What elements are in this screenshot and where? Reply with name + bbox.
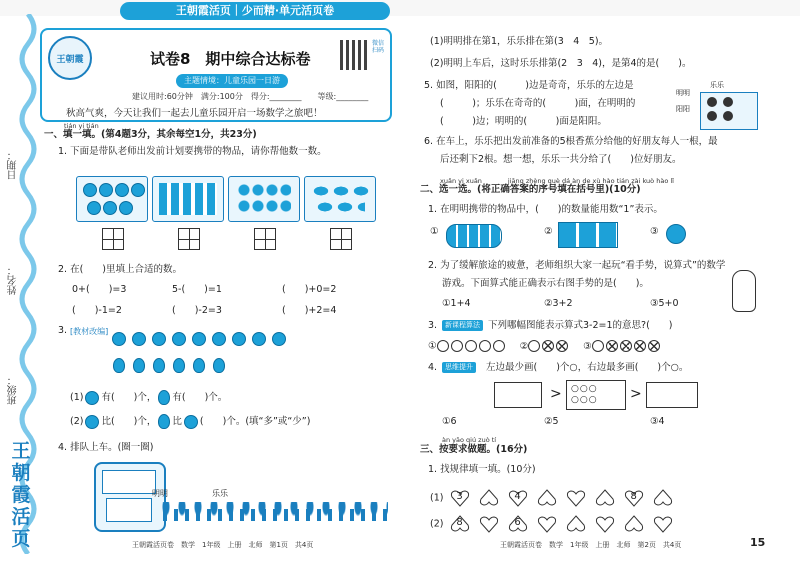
- part3-title: 三、按要求做题。(16分): [420, 444, 528, 455]
- name-label: 乐乐: [212, 489, 228, 498]
- c1-opt[interactable]: ①: [430, 226, 439, 237]
- c4-tag: 思维提升: [442, 362, 476, 373]
- hand-gesture: [732, 270, 756, 312]
- q2-item: ( )+2=4: [282, 305, 337, 316]
- q2-item: ( )-2=3: [172, 305, 222, 316]
- c4-text: 左边最少画( )个○，右边最多画( )个○。: [486, 362, 689, 373]
- name-field: 姓名：: [8, 265, 19, 295]
- q5-line1: 5. 如图，阳阳的( )边是奇奇，乐乐的左边是: [424, 80, 634, 91]
- seating-illustration: [700, 92, 758, 130]
- page-title: 试卷8 期中综合达标卷: [150, 50, 311, 68]
- q2-item: ( )+0=2: [282, 284, 337, 295]
- heart-row-1: (1) 3 4 8: [430, 488, 676, 508]
- c1-text: 1. 在明明携带的物品中，( )的数量能用数“1”表示。: [428, 204, 663, 215]
- q2-item: ( )-1=2: [72, 305, 122, 316]
- name-label: 明明: [152, 489, 168, 498]
- middle-box: ○○○ ○○○: [566, 380, 626, 410]
- q3-number: 3.: [58, 325, 68, 336]
- c2-opt[interactable]: ③5+0: [650, 298, 679, 309]
- greater-sign: >: [630, 386, 642, 402]
- bread-image: [446, 224, 502, 248]
- part1-pinyin: tián yi tián: [64, 122, 99, 130]
- q3-tag: [教材改编]: [70, 327, 109, 336]
- series-banner: 王朝霞活页｜少而精·单元活页卷: [120, 2, 390, 20]
- c1-opt[interactable]: ②: [544, 226, 553, 237]
- c2-opt[interactable]: ②3+2: [544, 298, 573, 309]
- q4-1: (1)明明排在第1，乐乐排在第(3 4 5)。: [430, 36, 609, 47]
- q2-item: 0+( )=3: [72, 284, 127, 295]
- apple-image: [666, 224, 686, 244]
- answer-grid[interactable]: [330, 228, 352, 250]
- q5-line2: ( )；乐乐在奇奇的( )面，在明明的: [440, 98, 636, 109]
- c4-opt[interactable]: ①6: [442, 416, 457, 427]
- q2-item: 5-( )=1: [172, 284, 222, 295]
- greater-sign: >: [550, 386, 562, 402]
- fig-label: 明明: [676, 89, 690, 97]
- qr-code: [340, 40, 370, 70]
- c3-options: ① ② ③: [428, 340, 662, 353]
- c4-opt[interactable]: ②5: [544, 416, 559, 427]
- q3-line2: (2) 比( )个， 比 ( )个。(填“多”或“少”): [70, 416, 311, 427]
- heart-row-2: (2) 8 6: [430, 514, 676, 534]
- part3-pinyin: àn yāo qiú zuò tí: [442, 436, 497, 444]
- footer-right: 王朝霞活页卷 数学 1年级 上册 北师 第2页 共4页: [500, 541, 682, 549]
- part1-title: 一、填一填。(第4题3分，其余每空1分，共23分): [44, 129, 257, 140]
- side-brand: 王朝霞活页: [11, 440, 31, 550]
- q3-line1: (1) 有( )个， 有( )个。: [70, 392, 228, 403]
- c2-line2: 游戏。下面算式能正确表示右图手势的是( )。: [442, 278, 649, 289]
- fig-label: 阳阳: [676, 105, 690, 113]
- c1-opt[interactable]: ③: [650, 226, 659, 237]
- p1-text: 1. 找规律填一填。(10分): [428, 464, 536, 475]
- class-field: 班级：: [8, 375, 19, 405]
- q6-line2: 后还剩下2根。想一想，乐乐一共分给了( )位好朋友。: [440, 154, 682, 165]
- answer-grid[interactable]: [102, 228, 124, 250]
- meta-line: 建议用时:60分钟 满分:100分 得分:________ 等级:________: [132, 92, 369, 101]
- c4-number: 4.: [428, 362, 438, 373]
- date-field: 日期：: [8, 150, 19, 180]
- milk-box: [152, 176, 224, 222]
- c3-tag: 新课程算法: [442, 320, 483, 331]
- milk-image: [558, 222, 618, 248]
- intro: 秋高气爽，今天让我们一起去儿童乐园开启一场数学之旅吧！: [66, 108, 323, 119]
- footer-left: 王朝霞活页卷 数学 1年级 上册 北师 第1页 共4页: [132, 541, 314, 549]
- c3-number: 3.: [428, 320, 438, 331]
- q5-line3: ( )边；明明的( )面是阳阳。: [440, 116, 607, 127]
- apples-box: [76, 176, 148, 222]
- page-number: 15: [750, 536, 766, 549]
- queue-kids: [158, 502, 388, 526]
- left-box: [494, 382, 542, 408]
- q6-line1: 6. 在车上，乐乐把出发前准备的5根香蕉分给他的好朋友每人一根，最: [424, 136, 718, 147]
- part2-title: 二、选一选。(将正确答案的序号填在括号里)(10分): [420, 184, 641, 195]
- c4-opt[interactable]: ③4: [650, 416, 665, 427]
- part2-pinyin: xuǎn yi xuǎn jiāng zhèng què dá àn de xù hào tián zài kuò hào lǐ: [440, 177, 674, 185]
- q1-text: 1. 下面是带队老师出发前计划要携带的物品，请你帮他数一数。: [58, 146, 327, 157]
- q2-text: 2. 在( )里填上合适的数。: [58, 264, 182, 275]
- c2-line1: 2. 为了缓解旅途的疲惫，老师组织大家一起玩“看手势，说算式”的数学: [428, 260, 726, 271]
- fig-label: 乐乐: [710, 81, 724, 89]
- lollipop-box: [228, 176, 300, 222]
- q4-2: (2)明明上车后，这时乐乐排第(2 3 4)，是第4的是( )。: [430, 58, 692, 69]
- bread-box: [304, 176, 376, 222]
- right-box: [646, 382, 698, 408]
- qr-label: 微信扫码: [372, 40, 385, 54]
- c3-text: 下列哪幅图能表示算式3-2=1的意思?( ): [488, 320, 673, 331]
- answer-grid[interactable]: [254, 228, 276, 250]
- logo: 王朝霞: [48, 36, 92, 80]
- q4-text: 4. 排队上车。(圈一圈): [58, 442, 154, 453]
- answer-grid[interactable]: [178, 228, 200, 250]
- theme-badge: 主题情境：儿童乐园一日游: [176, 74, 288, 88]
- c2-opt[interactable]: ①1+4: [442, 298, 471, 309]
